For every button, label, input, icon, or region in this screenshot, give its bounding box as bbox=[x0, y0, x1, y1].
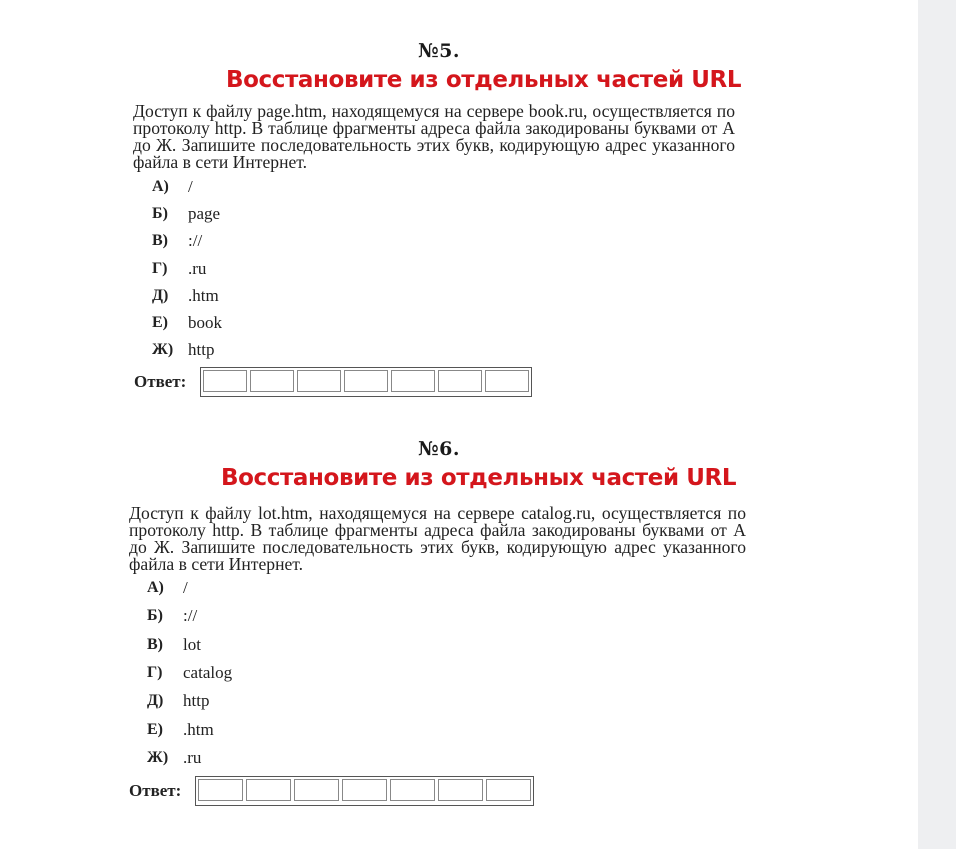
option-e bbox=[147, 715, 918, 743]
option-letter: Б) bbox=[147, 607, 163, 625]
answer-cell-4[interactable] bbox=[342, 779, 387, 801]
option-letter: Ж) bbox=[152, 341, 174, 359]
option-letter: Г) bbox=[147, 664, 163, 682]
answer-cell-5[interactable] bbox=[390, 779, 435, 801]
option-value: lot bbox=[183, 634, 201, 654]
option-letter: Е) bbox=[152, 314, 168, 332]
option-letter: Б) bbox=[152, 204, 168, 222]
option-value: http bbox=[183, 691, 210, 711]
answer-row bbox=[129, 776, 918, 806]
answer-cell-1[interactable] bbox=[203, 370, 247, 392]
task-number: №6. bbox=[418, 438, 460, 460]
option-value: catalog bbox=[183, 663, 233, 683]
option-g bbox=[147, 659, 918, 687]
answer-cell-3[interactable] bbox=[297, 370, 341, 392]
option-letter: В) bbox=[147, 635, 163, 653]
answer-cell-6[interactable] bbox=[438, 779, 483, 801]
option-letter: Ж) bbox=[147, 748, 169, 766]
option-zh bbox=[147, 744, 918, 772]
option-value: page bbox=[188, 203, 221, 223]
option-zh bbox=[152, 337, 918, 364]
option-letter: Г) bbox=[152, 259, 168, 277]
option-value: .ru bbox=[188, 258, 207, 278]
answer-cell-2[interactable] bbox=[246, 779, 291, 801]
option-letter: Д) bbox=[152, 286, 169, 304]
option-d bbox=[147, 687, 918, 715]
option-value: .htm bbox=[183, 719, 214, 739]
option-value: / bbox=[188, 176, 193, 196]
option-letter: Д) bbox=[147, 692, 164, 710]
task-5 bbox=[0, 38, 918, 397]
options-list bbox=[152, 173, 918, 364]
right-scroll-margin bbox=[918, 0, 956, 849]
answer-cell-4[interactable] bbox=[344, 370, 388, 392]
answer-cell-5[interactable] bbox=[391, 370, 435, 392]
option-a bbox=[152, 173, 918, 200]
option-v bbox=[152, 228, 918, 255]
option-value: :// bbox=[183, 606, 198, 626]
option-v bbox=[147, 631, 918, 659]
answer-boxes bbox=[200, 367, 532, 397]
option-value: http bbox=[188, 340, 215, 360]
option-value: .ru bbox=[183, 747, 202, 767]
task-number: №5. bbox=[418, 40, 460, 62]
options-list bbox=[147, 574, 918, 772]
task-heading: Восстановите из отдельных частей URL bbox=[221, 465, 737, 491]
task-6 bbox=[0, 436, 918, 806]
option-letter: А) bbox=[152, 177, 169, 195]
answer-boxes bbox=[195, 776, 534, 806]
answer-row bbox=[134, 367, 918, 397]
answer-label: Ответ: bbox=[134, 372, 187, 392]
option-b bbox=[152, 200, 918, 227]
answer-label: Ответ: bbox=[129, 781, 182, 801]
answer-cell-1[interactable] bbox=[198, 779, 243, 801]
option-e bbox=[152, 309, 918, 336]
option-letter: Е) bbox=[147, 720, 163, 738]
answer-cell-7[interactable] bbox=[485, 370, 529, 392]
option-a bbox=[147, 574, 918, 602]
answer-cell-6[interactable] bbox=[438, 370, 482, 392]
option-letter: В) bbox=[152, 232, 168, 250]
answer-cell-3[interactable] bbox=[294, 779, 339, 801]
option-g bbox=[152, 255, 918, 282]
task-text: Доступ к файлу page.htm, находящемуся на сервере book.ru, осуществляется по протоколу http. В таблице фрагменты адреса файла закодированы буквами от А до Ж. Запишите последовательность этих букв, кодирующую адрес указанного файла в сети Интернет. bbox=[133, 101, 735, 172]
answer-cell-2[interactable] bbox=[250, 370, 294, 392]
option-d bbox=[152, 282, 918, 309]
task-heading: Восстановите из отдельных частей URL bbox=[226, 67, 742, 93]
option-b bbox=[147, 602, 918, 630]
option-value: :// bbox=[188, 231, 203, 251]
option-value: book bbox=[188, 313, 222, 333]
option-letter: А) bbox=[147, 579, 164, 597]
answer-cell-7[interactable] bbox=[486, 779, 531, 801]
task-text: Доступ к файлу lot.htm, находящемуся на сервере catalog.ru, осуществляется по протоколу http. В таблице фрагменты адреса файла закодированы буквами от А до Ж. Запишите последовательность этих букв, кодирующую адрес указанного файла в сети Интернет. bbox=[129, 503, 746, 574]
option-value: / bbox=[183, 578, 188, 598]
option-value: .htm bbox=[188, 285, 219, 305]
